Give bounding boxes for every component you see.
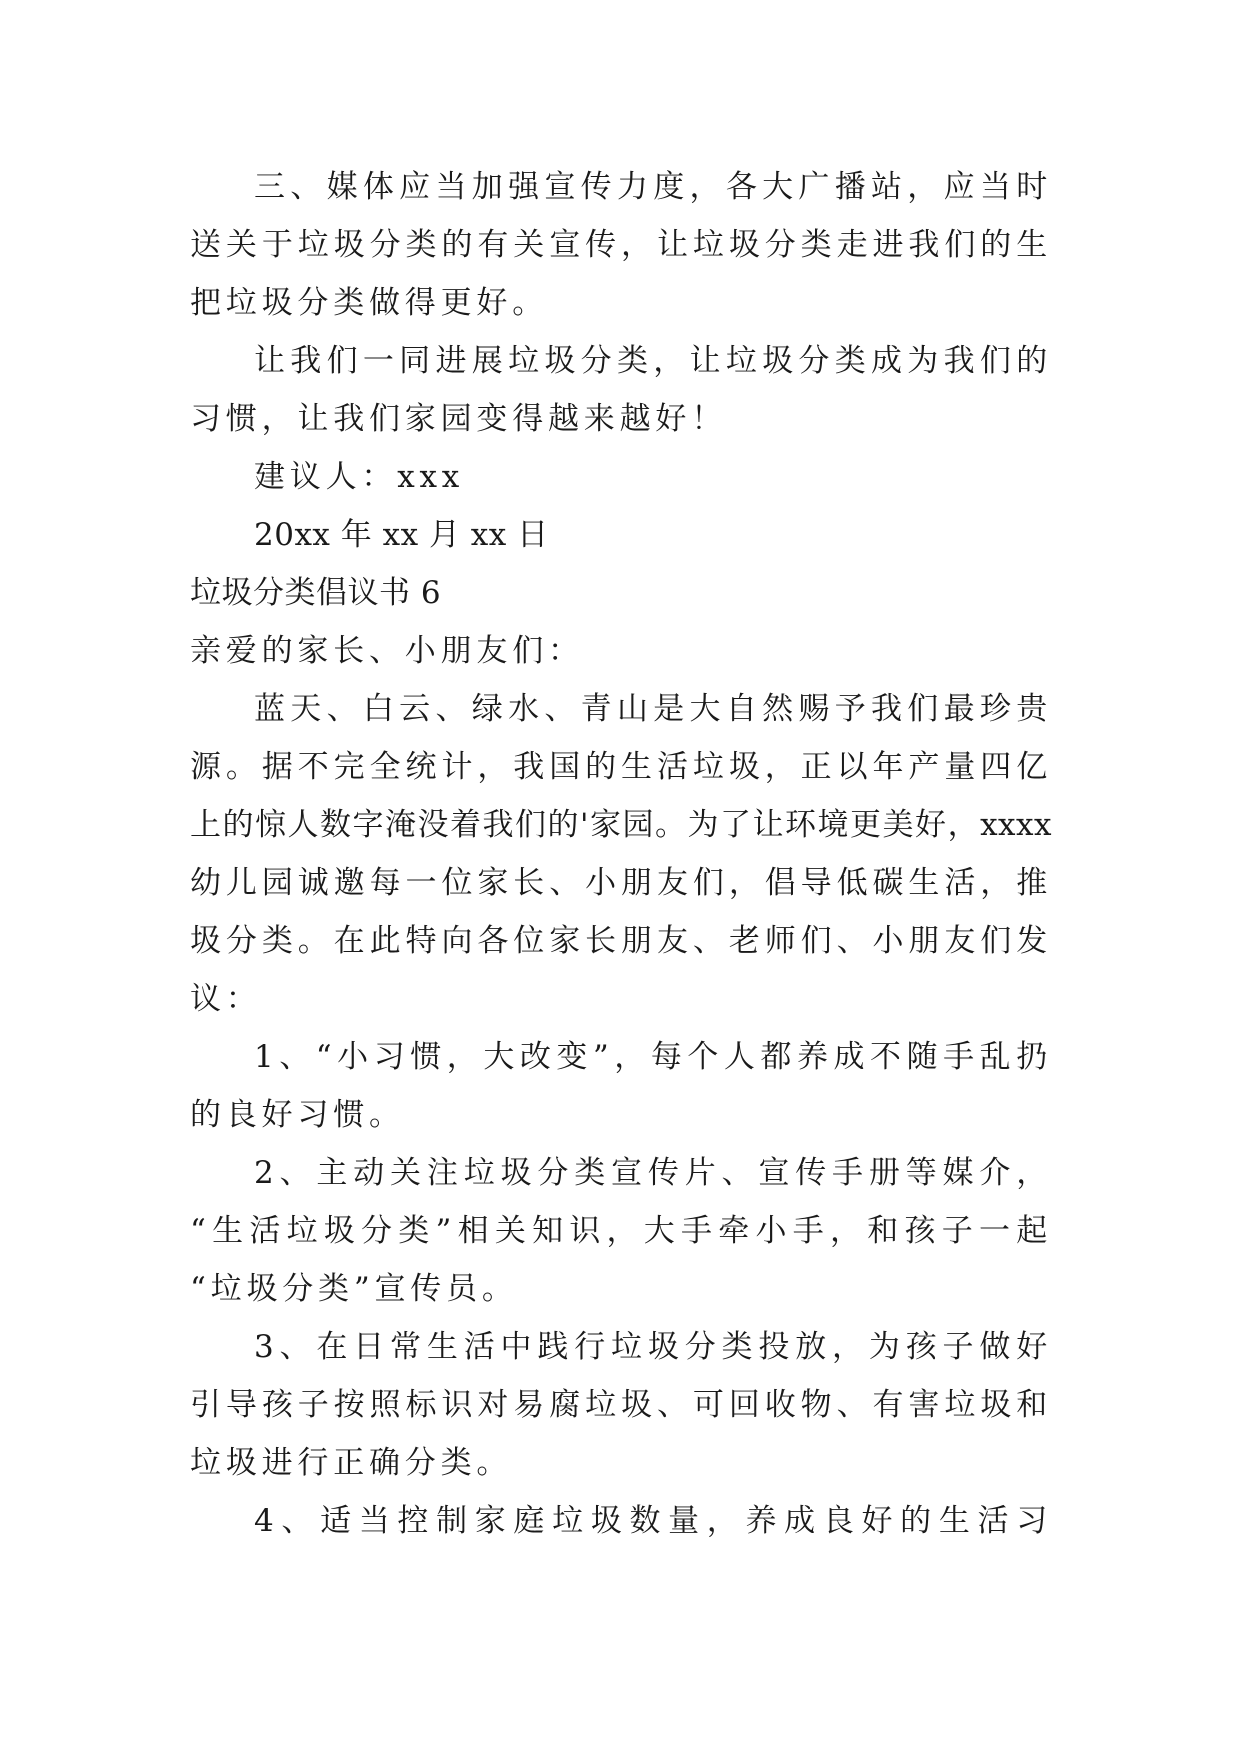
text-line: 习惯，让我们家园变得越来越好！ — [190, 401, 727, 437]
text-line: 蓝天、白云、绿水、青山是大自然赐予我们最珍贵 — [254, 691, 1052, 727]
text-line: 圾分类。在此特向各位家长朋友、老师们、小朋友们发 — [190, 923, 1052, 959]
text-line: 3、在日常生活中践行垃圾分类投放，为孩子做好 — [254, 1329, 1052, 1365]
text-line: 引导孩子按照标识对易腐垃圾、可回收物、有害垃圾和 — [190, 1387, 1052, 1423]
text-line: “垃圾分类”宣传员。 — [190, 1271, 518, 1307]
text-line: 亲爱的家长、小朋友们： — [190, 633, 584, 669]
text-line: “生活垃圾分类”相关知识，大手牵小手，和孩子一起 — [190, 1213, 1052, 1249]
text-line: 让我们一同进展垃圾分类，让垃圾分类成为我们的 — [254, 343, 1052, 379]
text-line: 源。据不完全统计，我国的生活垃圾，正以年产量四亿 — [190, 749, 1052, 785]
document-body — [190, 158, 1052, 1550]
text-line: 幼儿园诚邀每一位家长、小朋友们，倡导低碳生活，推 — [190, 865, 1052, 901]
text-line: 的良好习惯。 — [190, 1097, 405, 1133]
text-line: 1、“小习惯，大改变”，每个人都养成不随手乱扔 — [254, 1039, 1052, 1075]
text-line: 4、适当控制家庭垃圾数量，养成良好的生活习 — [254, 1503, 1052, 1539]
text-line: 2、主动关注垃圾分类宣传片、宣传手册等媒介， — [254, 1155, 1052, 1191]
text-line: 20xx 年 xx 月 xx 日 — [254, 517, 549, 553]
text-line: 建议人：xxx — [254, 459, 465, 495]
text-line: 议： — [190, 981, 262, 1017]
text-line: 三、媒体应当加强宣传力度，各大广播站，应当时 — [254, 169, 1052, 205]
text-line: 上的惊人数字淹没着我们的'家园。为了让环境更美好，xxxx — [190, 807, 1052, 843]
text-line: 送关于垃圾分类的有关宣传，让垃圾分类走进我们的生 — [190, 227, 1052, 263]
text-line: 垃圾分类倡议书 6 — [190, 575, 442, 611]
text-line: 垃圾进行正确分类。 — [190, 1445, 513, 1481]
text-line: 把垃圾分类做得更好。 — [190, 285, 548, 321]
